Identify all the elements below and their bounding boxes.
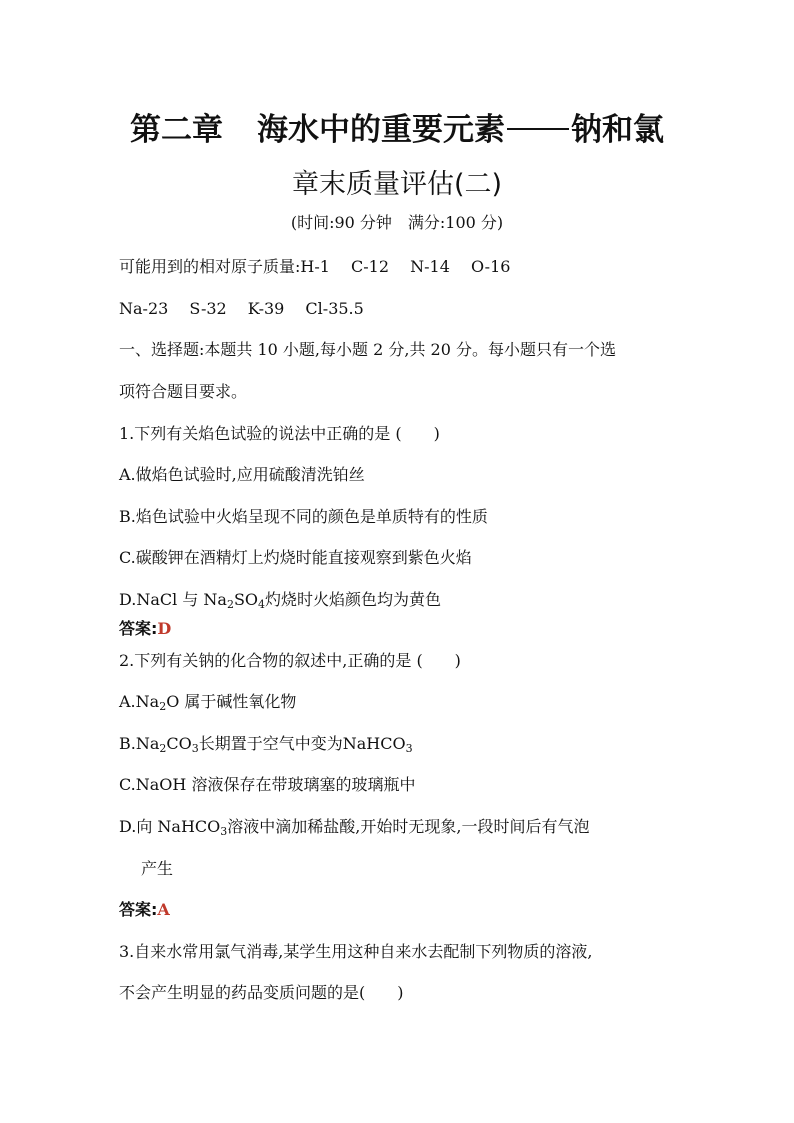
q3-stem-line1: 3.自来水常用氯气消毒,某学生用这种自来水去配制下列物质的溶液,	[119, 942, 593, 961]
q1-option-b: B.焰色试验中火焰呈现不同的颜色是单质特有的性质	[119, 507, 488, 526]
time-info: (时间:90 分钟 满分:100 分)	[290, 213, 504, 232]
chapter-title-part1: 海水中的重要元素	[257, 112, 505, 148]
q1-answer: 答案:D	[119, 619, 172, 638]
q1-option-d: D.NaCl 与 $Na_2SO_4$灼烧时火焰颜色均为黄色	[119, 590, 442, 611]
section1-intro-line2: 项符合题目要求。	[119, 382, 248, 401]
q2-option-c: C.NaOH 溶液保存在带玻璃塞的玻璃瓶中	[119, 775, 416, 794]
q1-stem: 1.下列有关焰色试验的说法中正确的是 ( )	[119, 424, 440, 443]
section1-intro-line1: 一、选择题:本题共 10 小题,每小题 2 分,共 20 分。每小题只有一个选	[119, 340, 616, 359]
q3-stem-line2: 不会产生明显的药品变质问题的是( )	[119, 983, 404, 1002]
q1-option-c: C.碳酸钾在酒精灯上灼烧时能直接观察到紫色火焰	[119, 548, 472, 567]
q1-answer-value: D	[157, 619, 172, 638]
title-dash	[507, 128, 569, 130]
chapter-title	[0, 104, 794, 149]
q1-option-a: A.做焰色试验时,应用硫酸清洗铂丝	[119, 465, 365, 484]
page-subtitle: 章末质量评估(二)	[291, 169, 503, 200]
q2-stem: 2.下列有关钠的化合物的叙述中,正确的是 ( )	[119, 651, 461, 670]
q2-answer: 答案:A	[119, 900, 170, 919]
q2-option-d-cont: 产生	[141, 859, 174, 878]
atomic-masses-line1: 可能用到的相对原子质量:H-1 C-12 N-14 O-16	[119, 257, 511, 276]
q2-option-b: $B.Na_2CO_3$长期置于空气中变为NaHCO$_3$	[119, 734, 413, 755]
chapter-number: 第二章	[130, 112, 223, 148]
atomic-masses-line2: Na-23 S-32 K-39 Cl-35.5	[119, 299, 364, 318]
q2-answer-value: A	[157, 900, 170, 919]
q2-option-a: $A.Na_2O$ 属于碱性氧化物	[119, 692, 297, 713]
chapter-title-part2: 钠和氯	[571, 112, 664, 148]
q2-option-d: D.向 NaHCO$_3$溶液中滴加稀盐酸,开始时无现象,一段时间后有气泡	[119, 817, 590, 838]
